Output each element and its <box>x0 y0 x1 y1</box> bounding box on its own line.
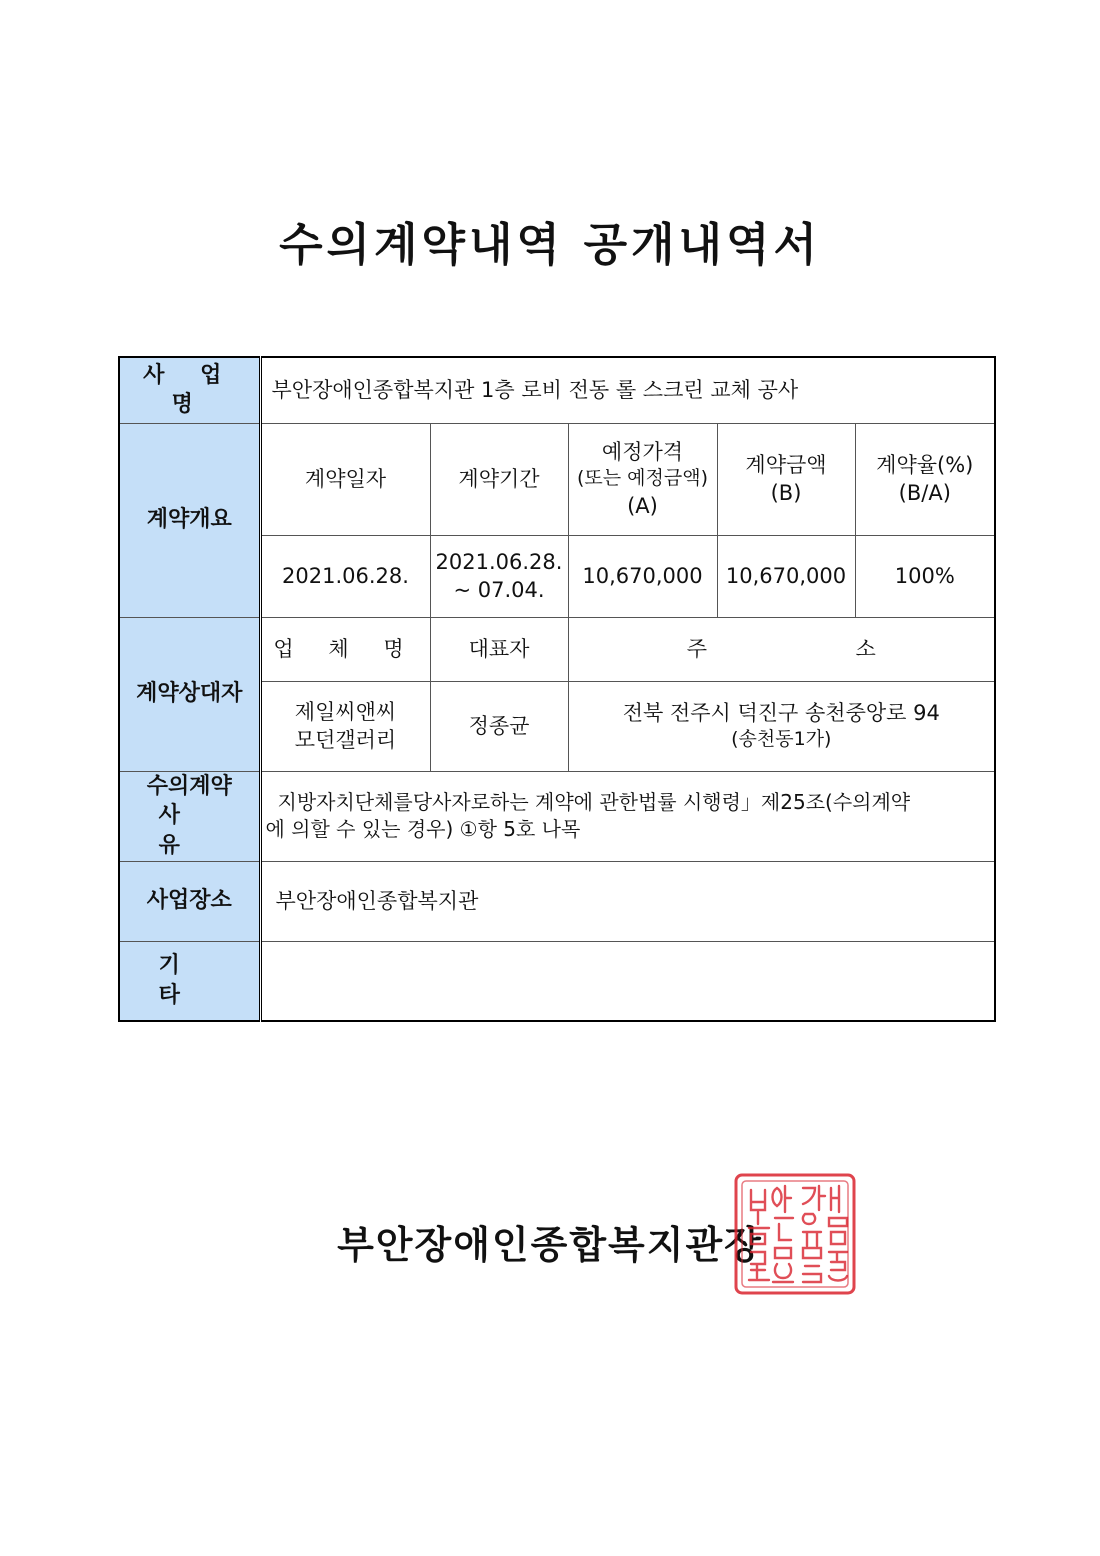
contract-amount-value: 10,670,000 <box>717 535 855 617</box>
col-contract-rate-line1: 계약율(%) <box>876 452 974 477</box>
address-line1: 전북 전주시 덕진구 송천중앙로 94 <box>622 701 940 725</box>
address-value <box>568 681 995 771</box>
official-seal-icon <box>733 1172 857 1296</box>
reason-value <box>260 771 995 861</box>
other-row <box>119 941 995 1021</box>
period-end: ~ 07.04. <box>453 578 545 602</box>
counterparty-header-row <box>119 617 995 681</box>
reason-header-line2: 사 유 <box>158 803 220 858</box>
overview-header: 계약개요 <box>119 423 260 617</box>
document-title: 수의계약내역 공개내역서 <box>279 218 821 271</box>
representative-value: 정종균 <box>430 681 568 771</box>
col-estimated-price-line2: (또는 예정금액) <box>577 467 708 490</box>
col-contract-date: 계약일자 <box>260 423 430 535</box>
col-contract-period: 계약기간 <box>430 423 568 535</box>
col-contract-rate <box>855 423 995 535</box>
project-name-header: 사 업 명 <box>119 357 260 423</box>
overview-header-row <box>119 423 995 535</box>
contract-rate-value: 100% <box>855 535 995 617</box>
col-address-char1: 주 <box>686 636 708 661</box>
col-contract-rate-line2: (B/A) <box>898 481 951 505</box>
contract-period-value <box>430 535 568 617</box>
counterparty-header: 계약상대자 <box>119 617 260 771</box>
location-header: 사업장소 <box>119 861 260 941</box>
col-company-name: 업 체 명 <box>260 617 430 681</box>
col-representative: 대표자 <box>430 617 568 681</box>
company-name-line2: 모던갤러리 <box>294 728 397 752</box>
other-header: 기 타 <box>119 941 260 1021</box>
col-address <box>568 617 995 681</box>
col-estimated-price-line1: 예정가격 <box>601 439 684 464</box>
location-value: 부안장애인종합복지관 <box>260 861 995 941</box>
project-name-row <box>119 357 995 423</box>
col-contract-amount <box>717 423 855 535</box>
col-estimated-price <box>568 423 717 535</box>
reason-header-line1: 수의계약 <box>146 773 232 799</box>
col-estimated-price-line3: (A) <box>627 493 658 518</box>
col-address-char2: 소 <box>855 636 876 661</box>
reason-header <box>119 771 260 861</box>
reason-row <box>119 771 995 861</box>
project-name-value: 부안장애인종합복지관 1층 로비 전동 롤 스크린 교체 공사 <box>260 357 995 423</box>
contract-date-value: 2021.06.28. <box>260 535 430 617</box>
location-row <box>119 861 995 941</box>
estimated-price-value: 10,670,000 <box>568 535 717 617</box>
col-contract-amount-line1: 계약금액 <box>745 452 827 477</box>
reason-value-line2: 에 의할 수 있는 경우) ①항 5호 나목 <box>265 817 581 842</box>
contract-disclosure-table <box>118 356 996 1022</box>
company-name-line1: 제일씨앤씨 <box>294 699 397 724</box>
col-contract-amount-line2: (B) <box>770 481 802 505</box>
reason-value-line1: 지방자치단체를당사자로하는 계약에 관한법률 시행령」제25조(수의계약 <box>277 790 911 815</box>
other-value <box>260 941 995 1021</box>
company-name-value <box>260 681 430 771</box>
address-line2: (송천동1가) <box>731 728 832 751</box>
organization-name: 부안장애인종합복지관장 <box>337 1223 763 1267</box>
period-start: 2021.06.28. <box>435 549 563 574</box>
